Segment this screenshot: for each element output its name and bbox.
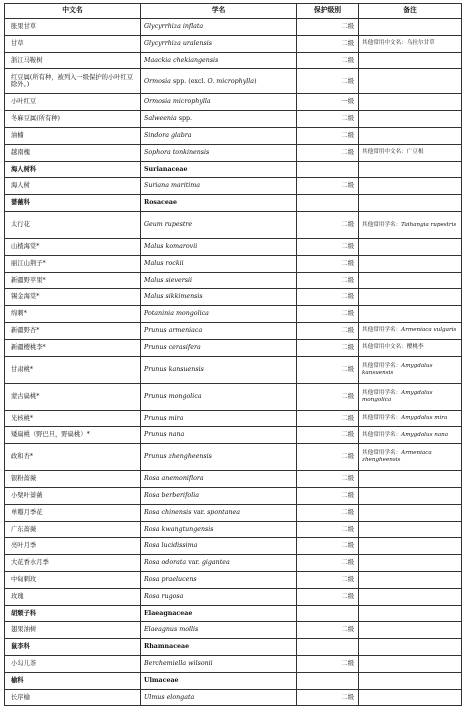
protection-level-cell: 二级 [297,356,359,383]
chinese-name-cell: 太行花 [5,211,141,238]
table-row [5,410,462,427]
chinese-name-cell: 蒙古扁桃* [5,383,141,410]
scientific-name-cell: Glycyrrhiza inflata [141,19,297,36]
protection-level-cell: 二级 [297,322,359,339]
scientific-name-cell: Rosa kwangtungensis [141,521,297,538]
remarks-scientific-name: Amygdalus nana [401,431,449,438]
scientific-name-cell: Ulmaceae [141,672,297,689]
remarks-scientific-name: Amygdalus mira [401,415,448,422]
table-row [5,19,462,36]
protection-level-cell [297,672,359,689]
table-row [5,427,462,444]
protection-level-cell [297,161,359,178]
chinese-name-cell: 丽江山荆子* [5,255,141,272]
remarks-cell [359,444,462,471]
remarks-cell [359,255,462,272]
scientific-name-part: spp. (excl. [170,77,208,85]
table-row [5,35,462,52]
remarks-label: 其他常用学名： [362,450,402,457]
scientific-name-part: spontanea [207,508,241,516]
chinese-name-cell: 大花香水月季 [5,555,141,572]
table-row [5,521,462,538]
chinese-name-cell: 矮扁桃（野巴旦，野扁桃）* [5,427,141,444]
remarks-cell: 其他常用中文名：樱桃李 [359,339,462,356]
scientific-name-cell: Elaeagnus mollis [141,622,297,639]
scientific-name-cell: Suriana maritima [141,178,297,195]
remarks-cell [359,161,462,178]
table-row [5,471,462,488]
chinese-name-cell: 小勾儿茶 [5,655,141,672]
chinese-name-cell: 翅果油树 [5,622,141,639]
table-row [5,622,462,639]
scientific-name-cell: Prunus armeniaca [141,322,297,339]
table-row [5,356,462,383]
remarks-label: 其他常用学名： [362,389,402,396]
table-row [5,487,462,504]
remarks-cell [359,427,462,444]
scientific-name-cell: Prunus nana [141,427,297,444]
remarks-cell [359,178,462,195]
scientific-name-cell: Rhamnaceae [141,639,297,656]
scientific-name-part: Ormosia [144,77,171,85]
scientific-name-cell: Malus sieversii [141,272,297,289]
remarks-cell [359,195,462,212]
protection-level-cell: 二级 [297,272,359,289]
protection-level-cell: 二级 [297,127,359,144]
chinese-name-cell: 甘草 [5,35,141,52]
remarks-cell [359,689,462,706]
scientific-name-cell: Rosa praelucens [141,571,297,588]
chinese-name-cell: 海人树 [5,178,141,195]
remarks-label: 其他常用学名： [362,362,402,369]
family-row [5,672,462,689]
protection-level-cell: 二级 [297,306,359,323]
protection-level-cell: 二级 [297,35,359,52]
protection-level-cell: 二级 [297,255,359,272]
remarks-cell [359,127,462,144]
chinese-name-cell: 浙江马鞍树 [5,52,141,69]
remarks-cell [359,238,462,255]
remarks-label: 其他常用学名： [362,327,402,334]
table-row [5,52,462,69]
remarks-cell [359,289,462,306]
scientific-name-part: var. [186,559,202,567]
scientific-name-cell: Rosa anemoniflora [141,471,297,488]
protection-level-cell: 二级 [297,410,359,427]
table-row [5,444,462,471]
header-scientific-name: 学名 [141,4,297,19]
remarks-cell [359,69,462,94]
scientific-name-cell: Rosa lucidissima [141,538,297,555]
protection-level-cell: 一级 [297,94,359,111]
protection-level-cell: 二级 [297,211,359,238]
table-row [5,588,462,605]
scientific-name-cell: Prunus cerasifera [141,339,297,356]
chinese-name-cell: 胡颓子科 [5,605,141,622]
protection-level-cell: 二级 [297,588,359,605]
protected-plants-table [4,3,462,706]
remarks-cell [359,94,462,111]
protection-level-cell: 二级 [297,521,359,538]
remarks-scientific-name: Taihangia rupestris [401,221,457,228]
protection-level-cell: 二级 [297,444,359,471]
chinese-name-cell: 新疆野杏* [5,322,141,339]
chinese-name-cell: 冬麻豆属(所有种) [5,111,141,128]
table-row [5,339,462,356]
table-row [5,272,462,289]
scientific-name-cell: Rosa rugosa [141,588,297,605]
remarks-cell [359,306,462,323]
scientific-name-part: Rosa odorata [144,559,187,567]
table-row [5,383,462,410]
chinese-name-cell: 政和杏* [5,444,141,471]
chinese-name-cell: 海人树科 [5,161,141,178]
table-row [5,289,462,306]
scientific-name-cell: Elaeagnaceae [141,605,297,622]
remarks-cell [359,356,462,383]
table-row [5,94,462,111]
chinese-name-cell: 锡金海棠* [5,289,141,306]
remarks-scientific-name: Armeniaca zhengheensis [362,450,432,464]
protection-level-cell: 二级 [297,555,359,572]
chinese-name-cell: 亮叶月季 [5,538,141,555]
remarks-scientific-name: Armeniaca vulgaris [401,327,457,334]
remarks-cell [359,639,462,656]
scientific-name-cell: Sophora tonkinensis [141,144,297,161]
remarks-cell [359,111,462,128]
chinese-name-cell: 榆科 [5,672,141,689]
table-row [5,538,462,555]
protection-level-cell: 二级 [297,571,359,588]
chinese-name-cell: 光核桃* [5,410,141,427]
scientific-name-cell: Malus rockii [141,255,297,272]
table-row [5,178,462,195]
protection-level-cell: 二级 [297,471,359,488]
scientific-name-part: var. [191,508,208,516]
protection-level-cell [297,639,359,656]
remarks-cell [359,555,462,572]
protection-level-cell: 二级 [297,289,359,306]
scientific-name-cell: Ormosia microphylla [141,94,297,111]
remarks-cell [359,471,462,488]
remarks-cell [359,272,462,289]
remarks-cell [359,322,462,339]
family-row [5,195,462,212]
remarks-scientific-name: Amygdalus kansuensis [362,362,433,376]
remarks-cell [359,487,462,504]
protection-level-cell: 二级 [297,427,359,444]
table-row [5,322,462,339]
chinese-name-cell: 长序榆 [5,689,141,706]
scientific-name-part: ) [254,77,257,85]
scientific-name-part: Salweenia [144,115,177,123]
protection-level-cell [297,605,359,622]
remarks-cell [359,521,462,538]
scientific-name-cell: Surianaceae [141,161,297,178]
scientific-name-part: O. microphylla [207,77,255,85]
protection-level-cell: 二级 [297,52,359,69]
chinese-name-cell: 小叶红豆 [5,94,141,111]
scientific-name-cell: Malus sikkimensis [141,289,297,306]
remarks-cell [359,672,462,689]
chinese-name-cell: 广东蔷薇 [5,521,141,538]
scientific-name-cell: Geum rupestre [141,211,297,238]
protection-level-cell [297,195,359,212]
scientific-name-cell: Malus komarovii [141,238,297,255]
table-row [5,689,462,706]
remarks-cell: 其他常用中文名：广豆根 [359,144,462,161]
remarks-cell [359,19,462,36]
chinese-name-cell: 甘肃桃* [5,356,141,383]
remarks-cell [359,52,462,69]
remarks-label: 其他常用学名： [362,415,402,422]
scientific-name-cell [141,555,297,572]
scientific-name-cell: Glycyrrhiza uralensis [141,35,297,52]
family-row [5,605,462,622]
scientific-name-cell: Prunus kansuensis [141,356,297,383]
scientific-name-cell [141,504,297,521]
remarks-label: 其他常用学名： [362,431,402,438]
scientific-name-cell: Prunus mongolica [141,383,297,410]
protection-level-cell: 二级 [297,487,359,504]
chinese-name-cell: 蔷薇科 [5,195,141,212]
remarks-cell [359,211,462,238]
scientific-name-cell: Maackia chekiangensis [141,52,297,69]
chinese-name-cell: 山楂海棠* [5,238,141,255]
chinese-name-cell: 中甸刺玫 [5,571,141,588]
scientific-name-part: gigantea [201,559,230,567]
table-row [5,238,462,255]
remarks-cell [359,383,462,410]
protection-level-cell: 二级 [297,111,359,128]
remarks-scientific-name: Amygdalus mongolica [362,389,433,403]
family-row [5,161,462,178]
protection-level-cell: 二级 [297,238,359,255]
chinese-name-cell: 绵刺* [5,306,141,323]
header-chinese-name: 中文名 [5,4,141,19]
protection-level-cell: 二级 [297,69,359,94]
scientific-name-part: Rosa chinensis [144,508,192,516]
remarks-cell [359,504,462,521]
chinese-name-cell: 红豆属(所有种，被列入一级保护的小叶红豆除外。) [5,69,141,94]
chinese-name-cell: 鼠李科 [5,639,141,656]
remarks-cell [359,571,462,588]
scientific-name-cell: Ulmus elongata [141,689,297,706]
chinese-name-cell: 单瓣月季花 [5,504,141,521]
table-row [5,571,462,588]
table-row [5,69,462,94]
scientific-name-cell: Berchemiella wilsonii [141,655,297,672]
protection-level-cell: 二级 [297,622,359,639]
protection-level-cell: 二级 [297,144,359,161]
scientific-name-cell: Sindora glabra [141,127,297,144]
table-row [5,555,462,572]
scientific-name-cell: Prunus zhengheensis [141,444,297,471]
remarks-cell [359,538,462,555]
protection-level-cell: 二级 [297,383,359,410]
header-remarks: 备注 [359,4,462,19]
chinese-name-cell: 新疆野苹果* [5,272,141,289]
family-row [5,639,462,656]
remarks-label: 其他常用学名： [362,221,402,228]
protection-level-cell: 二级 [297,504,359,521]
protection-level-cell: 二级 [297,655,359,672]
table-row [5,504,462,521]
table-row [5,111,462,128]
remarks-cell [359,605,462,622]
table-body [5,19,462,706]
scientific-name-cell [141,69,297,94]
protection-level-cell: 二级 [297,178,359,195]
chinese-name-cell: 油楠 [5,127,141,144]
protection-level-cell: 二级 [297,538,359,555]
protection-level-cell: 二级 [297,19,359,36]
scientific-name-cell: Prunus mira [141,410,297,427]
table-header-row [5,4,462,19]
scientific-name-cell: Potaninia mongolica [141,306,297,323]
table-row [5,255,462,272]
chinese-name-cell: 胀果甘草 [5,19,141,36]
table-row [5,144,462,161]
remarks-cell [359,622,462,639]
chinese-name-cell: 小檗叶蔷薇 [5,487,141,504]
header-protection-level: 保护级别 [297,4,359,19]
scientific-name-part: spp. [176,115,193,123]
table-row [5,655,462,672]
scientific-name-cell [141,111,297,128]
table-row [5,211,462,238]
chinese-name-cell: 玫瑰 [5,588,141,605]
chinese-name-cell: 越南槐 [5,144,141,161]
chinese-name-cell: 新疆樱桃李* [5,339,141,356]
protection-level-cell: 二级 [297,339,359,356]
scientific-name-cell: Rosaceae [141,195,297,212]
scientific-name-cell: Rosa berberifolia [141,487,297,504]
table-row [5,306,462,323]
protection-level-cell: 二级 [297,689,359,706]
remarks-cell [359,588,462,605]
chinese-name-cell: 银粉蔷薇 [5,471,141,488]
table-row [5,127,462,144]
remarks-cell: 其他常用中文名：乌拉尔甘草 [359,35,462,52]
remarks-cell [359,410,462,427]
remarks-cell [359,655,462,672]
